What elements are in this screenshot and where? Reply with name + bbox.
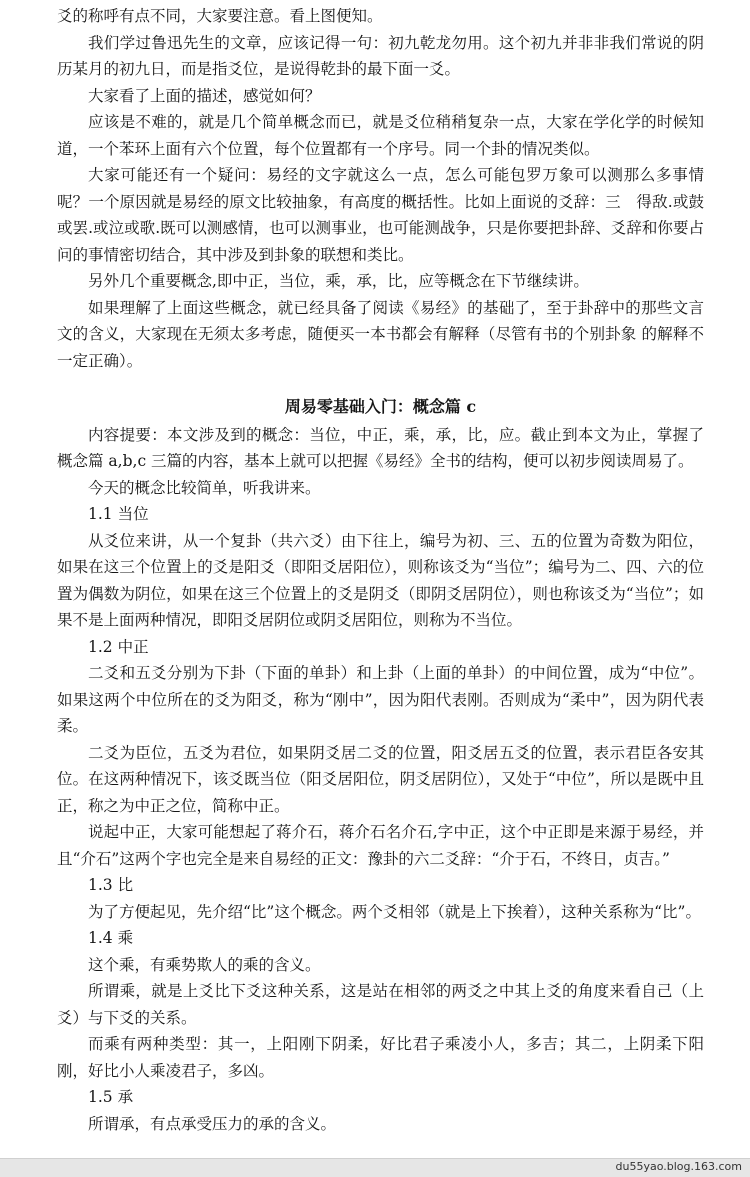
paragraph: 二爻为臣位，五爻为君位，如果阴爻居二爻的位置，阳爻居五爻的位置，表示君臣各安其位。在这两种情况下，该爻既当位（阳爻居阳位，阴爻居阴位），又处于“中位”，所以是既中且正，称之为中正之位，简称中正。 bbox=[57, 743, 704, 815]
paragraph: 所谓承，有点承受压力的承的含义。 bbox=[88, 1114, 337, 1133]
paragraph: 1.3 比 bbox=[88, 876, 134, 894]
paragraph: 二爻和五爻分别为下卦（下面的单卦）和上卦（上面的单卦）的中间位置，成为“中位”。如果这两个中位所在的爻为阳爻，称为“刚中”，因为阳代表刚。否则成为“柔中”，因为阴代表柔。 bbox=[57, 664, 704, 735]
blog-watermark: du55yao.blog.163.com bbox=[615, 1160, 742, 1173]
paragraph: 应该是不难的，就是几个简单概念而已，就是爻位稍稍复杂一点，大家在学化学的时候知道，一个苯环上面有六个位置，每个位置都有一个序号。同一个卦的情况类似。 bbox=[57, 113, 704, 158]
paragraph: 大家看了上面的描述，感觉如何？ bbox=[88, 86, 321, 105]
paragraph: 另外几个重要概念,即中正，当位，乘，承，比，应等概念在下节继续讲。 bbox=[88, 272, 589, 290]
paragraph: 大家可能还有一个疑问：易经的文字就这么一点，怎么可能包罗万象可以测那么多事情呢？一个原因就是易经的原文比较抽象，有高度的概括性。比如上面说的爻辞：三 得敌.或鼓或罢.或泣或歌.既可以测感情，也可以测事业，也可能测战争，只是你要把卦辞、爻辞和你要占问的事情密切结合，其中涉及到卦象的联想和类比。 bbox=[57, 166, 704, 264]
paragraph: 说起中正，大家可能想起了蒋介石，蒋介石名介石,字中正，这个中正即是来源于易经，并且“介石”这两个字也完全是来自易经的正文：豫卦的六二爻辞：“介于石，不终日，贞吉。” bbox=[57, 823, 704, 868]
paragraph: 今天的概念比较简单，听我讲来。 bbox=[88, 478, 321, 497]
paragraph: 如果理解了上面这些概念，就已经具备了阅读《易经》的基础了，至于卦辞中的那些文言文的含义，大家现在无须太多考虑，随便买一本书都会有解释（尽管有书的个别卦象 的解释不一定正确）。 bbox=[57, 298, 704, 370]
paragraph: 内容提要：本文涉及到的概念：当位，中正，乘，承，比，应。截止到本文为止，掌握了概念篇 a,b,c 三篇的内容，基本上就可以把握《易经》全书的结构，便可以初步阅读周易了。 bbox=[57, 425, 704, 470]
paragraph: 1.4 乘 bbox=[88, 929, 134, 947]
footer-bar bbox=[0, 1158, 750, 1177]
paragraph: 1.1 当位 bbox=[88, 505, 149, 523]
paragraph: 从爻位来讲，从一个复卦（共六爻）由下往上，编号为初、三、五的位置为奇数为阳位，如果在这三个位置上的爻是阳爻（即阳爻居阳位），则称该爻为“当位”；编号为二、四、六的位置为偶数为阴位，如果在这三个位置上的爻是阴爻（即阴爻居阴位），则也称该爻为“当位”；如果不是上面两种情况，即阳爻居阴位或阴爻居阳位，则称为不当位。 bbox=[57, 531, 704, 629]
paragraph: 1.2 中正 bbox=[88, 637, 149, 656]
paragraph: 我们学过鲁迅先生的文章，应该记得一句：初九乾龙勿用。这个初九并非非我们常说的阴历某月的初九日，而是指爻位，是说得乾卦的最下面一爻。 bbox=[57, 33, 704, 78]
paragraph: 1.5 承 bbox=[88, 1088, 134, 1106]
paragraph: 这个乘，有乘势欺人的乘的含义。 bbox=[88, 955, 321, 974]
paragraph: 所谓乘，就是上爻比下爻这种关系，这是站在相邻的两爻之中其上爻的角度来看自己（上爻）与下爻的关系。 bbox=[57, 982, 704, 1027]
paragraph: 为了方便起见，先介绍“比”这个概念。两个爻相邻（就是上下挨着），这种关系称为“比”。 bbox=[88, 902, 701, 921]
paragraph: 爻的称呼有点不同，大家要注意。看上图便知。 bbox=[57, 7, 383, 25]
section-heading: 周易零基础入门：概念篇 c bbox=[284, 397, 477, 416]
paragraph: 而乘有两种类型：其一，上阳刚下阴柔，好比君子乘凌小人，多吉；其二，上阴柔下阳刚，好比小人乘凌君子，多凶。 bbox=[57, 1035, 704, 1080]
